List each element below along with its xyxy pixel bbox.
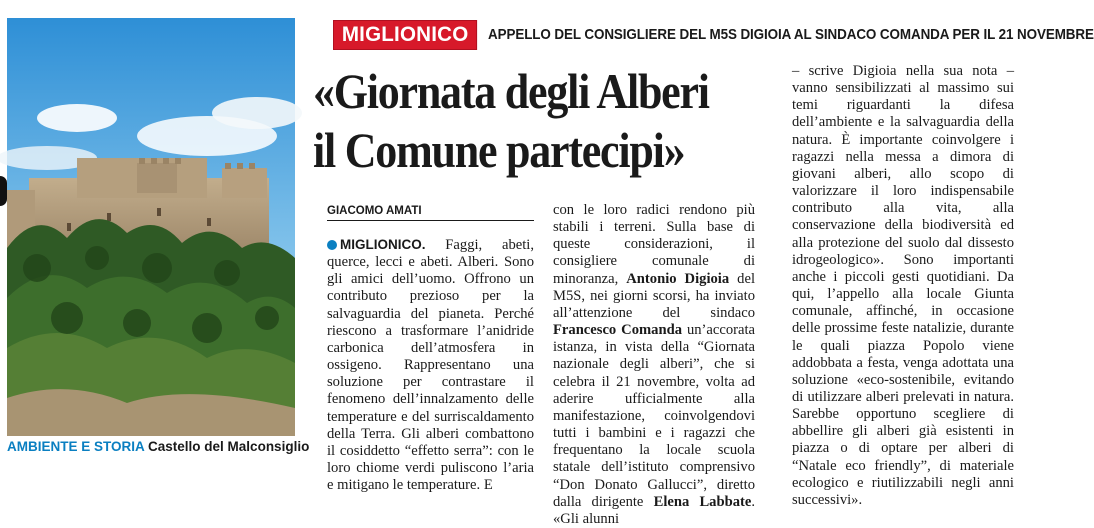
article-column-2 <box>553 202 755 528</box>
headline-line-2: il Comune partecipi» <box>313 122 685 178</box>
column-2-text-b: del M5S, nei giorni scorsi, ha inviato all’attenzione del sindaco <box>553 270 755 321</box>
subheadline: APPELLO DEL CONSIGLIERE DEL M5S DIGIOIA AL SINDACO COMANDA PER IL 21 NOVEMBRE <box>488 27 1094 43</box>
person-name: Francesco Comanda <box>553 322 682 339</box>
column-2-text-c: un’accorata istanza, in vista della “Giornata nazionale degli alberi”, che si celebra il 21 novembre, volta ad aderire ufficialmente alla manifestazione, coinvolgendovi tutti i bambini e i ragazzi che frequentano la locale scuola statale dell’istituto comprensivo “Don Donato Gallucci”, diretto dalla dirigente <box>553 322 756 510</box>
castle-photo-icon <box>7 18 295 436</box>
article-column-3 <box>792 63 1014 509</box>
bullet-dot-icon <box>327 240 337 250</box>
person-name: Antonio Digioia <box>626 270 730 287</box>
column-2-text-d: . «Gli alunni <box>553 493 756 527</box>
column-2-text-a: con le loro radici rendono più stabili i terreni. Sulla base di queste considerazioni, il consigliere comunale di minoranza, <box>553 202 755 287</box>
article-column-1 <box>327 236 534 494</box>
article-header <box>333 20 1094 50</box>
location-tag: MIGLIONICO <box>333 20 477 50</box>
caption-text: Castello del Malconsiglio <box>148 439 310 454</box>
castle-photo <box>7 18 295 436</box>
caption-kicker: AMBIENTE E STORIA <box>7 439 145 454</box>
dateline: MIGLIONICO. <box>340 237 426 252</box>
headline-line-1: «Giornata degli Alberi <box>313 63 709 119</box>
photo-caption <box>7 439 310 454</box>
headline <box>313 62 783 180</box>
column-1-text: Faggi, abeti, querce, lecci e abeti. Alberi. Sono gli amici dell’uomo. Offrono un contributo prezioso per la salvaguardia del pianeta. Perché riescono a trasformare l’anidride carbonica dell’atmosfera in ossigeno. Rappresentano una soluzione per contrastare il fenomeno dell’innalzamento delle temperature e del surriscaldamento della Terra. Gli alberi combattono il cosiddetto “effetto serra”: con le loro chiome verdi puliscono l’aria e mitigano le temperature. E <box>327 237 534 494</box>
byline: GIACOMO AMATI <box>327 205 534 221</box>
column-3-text: – scrive Digioia nella sua nota – vanno sensibilizzati al massimo sui temi riguardanti la difesa dell’ambiente e la salvaguardia della natura. È importante coinvolgere i ragazzi nella messa a dimora di giovani alberi, allo scopo di valorizzare il loro indispensabile contributo alla vita, alla conservazione della biodiversità ed alla protezione del suolo dal dissesto idrogeologico». Sono importanti anche i piccoli gesti quotidiani. Da qui, l’appello alla locale Giunta comunale, affinché, in occasione delle prossime feste natalizie, durante le quali piazza Popolo viene addobbata a festa, venga adottata una soluzione «eco-sostenibile, evitando di utilizzare alberi prelevati in natura. Sarebbe opportuno scegliere di abbellire gli alberi già esistenti in piazza o di optare per alberi di “Natale eco friendly”, di materiale ecologico e riutilizzabili negli anni successivi». <box>792 63 1014 508</box>
person-name: Elena Labbate <box>653 493 752 510</box>
page-edge-clip <box>0 176 7 206</box>
